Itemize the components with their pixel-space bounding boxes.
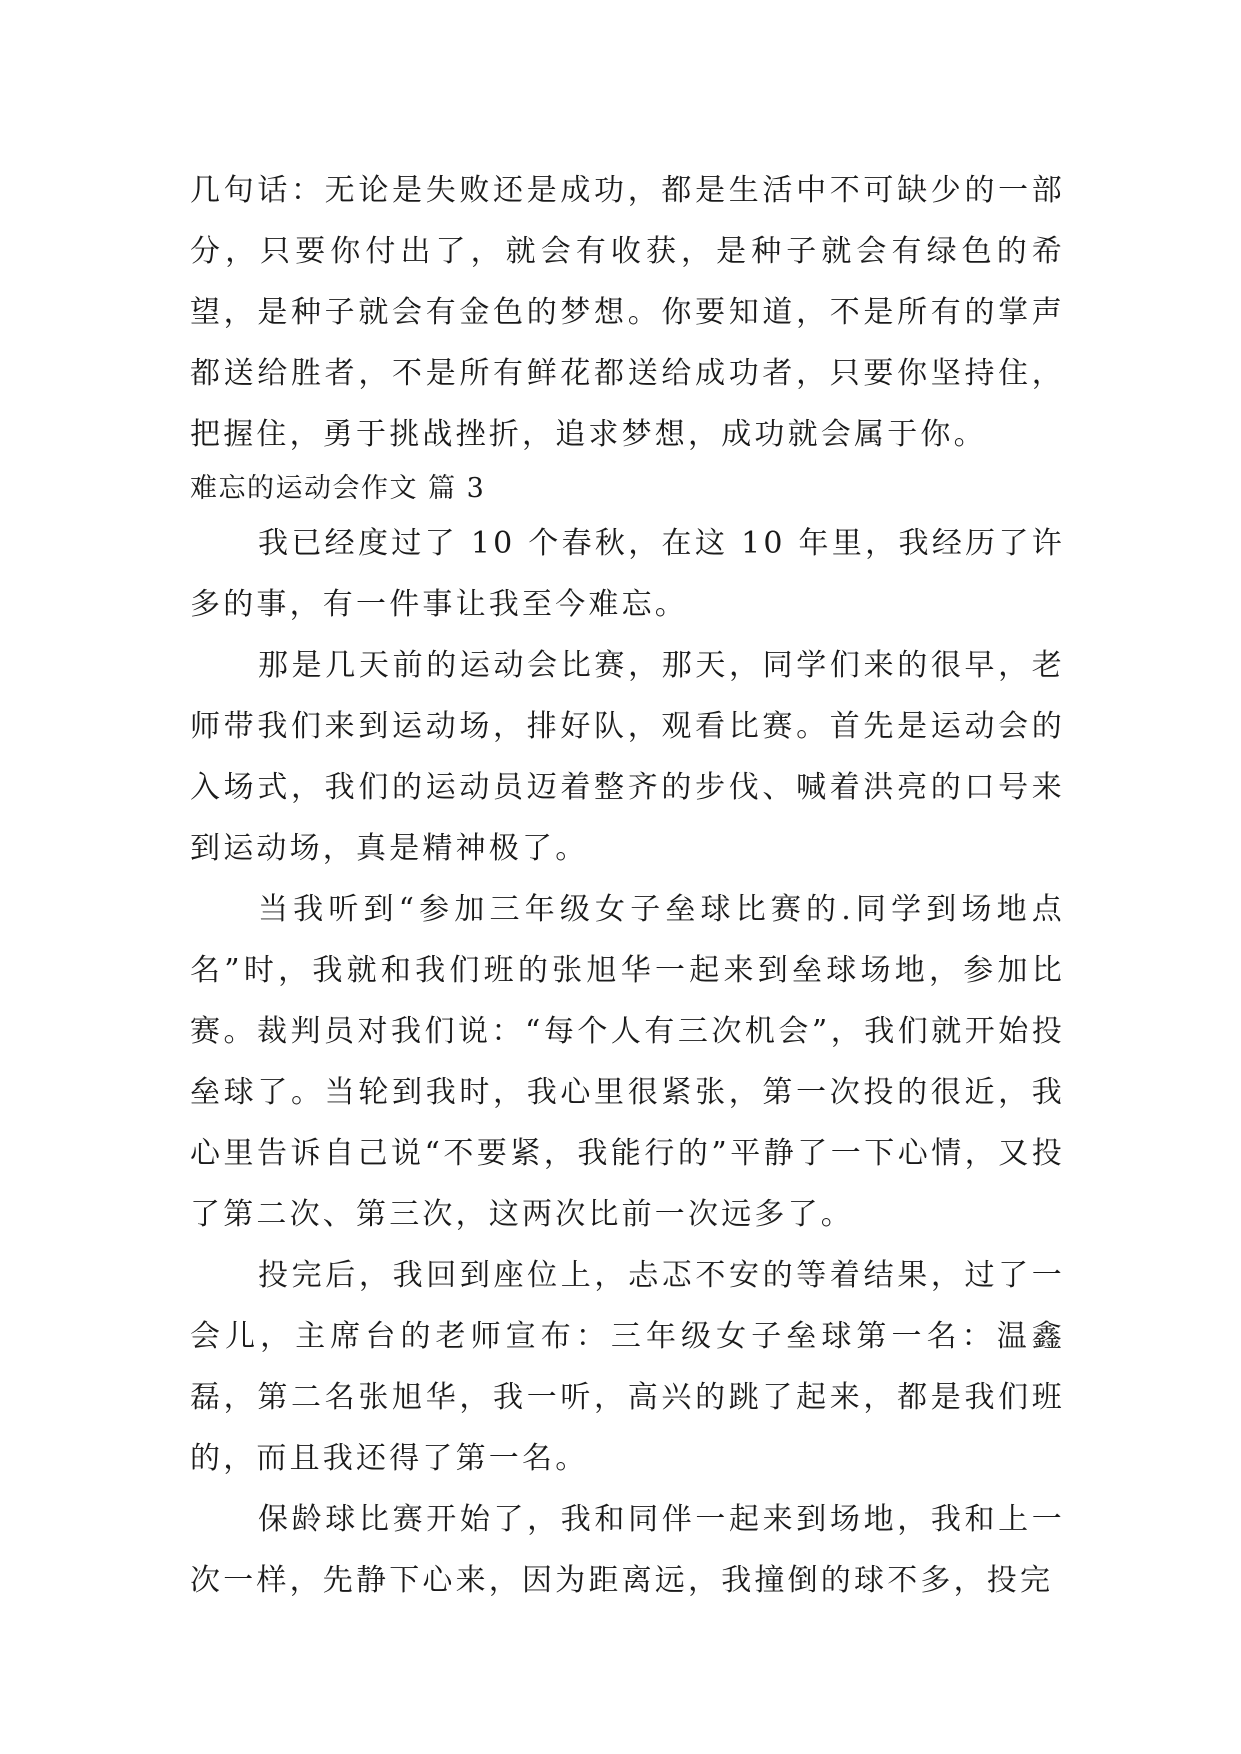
paragraph: 当我听到“参加三年级女子垒球比赛的.同学到场地点名”时，我就和我们班的张旭华一起来到垒球场地，参加比赛。裁判员对我们说：“每个人有三次机会”，我们就开始投垒球了。当轮到我时，我心里很紧张，第一次投的很近，我心里告诉自己说“不要紧，我能行的”平静了一下心情，又投了第二次、第三次，这两次比前一次远多了。 xyxy=(190,892,1065,1232)
document-body xyxy=(190,160,1065,1611)
paragraph: 那是几天前的运动会比赛，那天，同学们来的很早，老师带我们来到运动场，排好队，观看比赛。首先是运动会的入场式，我们的运动员迈着整齐的步伐、喊着洪亮的口号来到运动场，真是精神极了。 xyxy=(190,648,1065,866)
paragraph: 投完后，我回到座位上，忐忑不安的等着结果，过了一会儿，主席台的老师宣布：三年级女子垒球第一名：温鑫磊，第二名张旭华，我一听，高兴的跳了起来，都是我们班的，而且我还得了第一名。 xyxy=(190,1258,1065,1476)
paragraph: 我已经度过了 10 个春秋，在这 10 年里，我经历了许多的事，有一件事让我至今难忘。 xyxy=(190,526,1065,622)
paragraph-continued: 几句话：无论是失败还是成功，都是生活中不可缺少的一部分，只要你付出了，就会有收获，是种子就会有绿色的希望，是种子就会有金色的梦想。你要知道，不是所有的掌声都送给胜者，不是所有鲜花都送给成功者，只要你坚持住，把握住，勇于挑战挫折，追求梦想，成功就会属于你。 xyxy=(190,173,1065,452)
paragraph: 保龄球比赛开始了，我和同伴一起来到场地，我和上一次一样，先静下心来，因为距离远，我撞倒的球不多，投完 xyxy=(190,1502,1065,1598)
section-title: 难忘的运动会作文 篇 3 xyxy=(190,473,486,504)
